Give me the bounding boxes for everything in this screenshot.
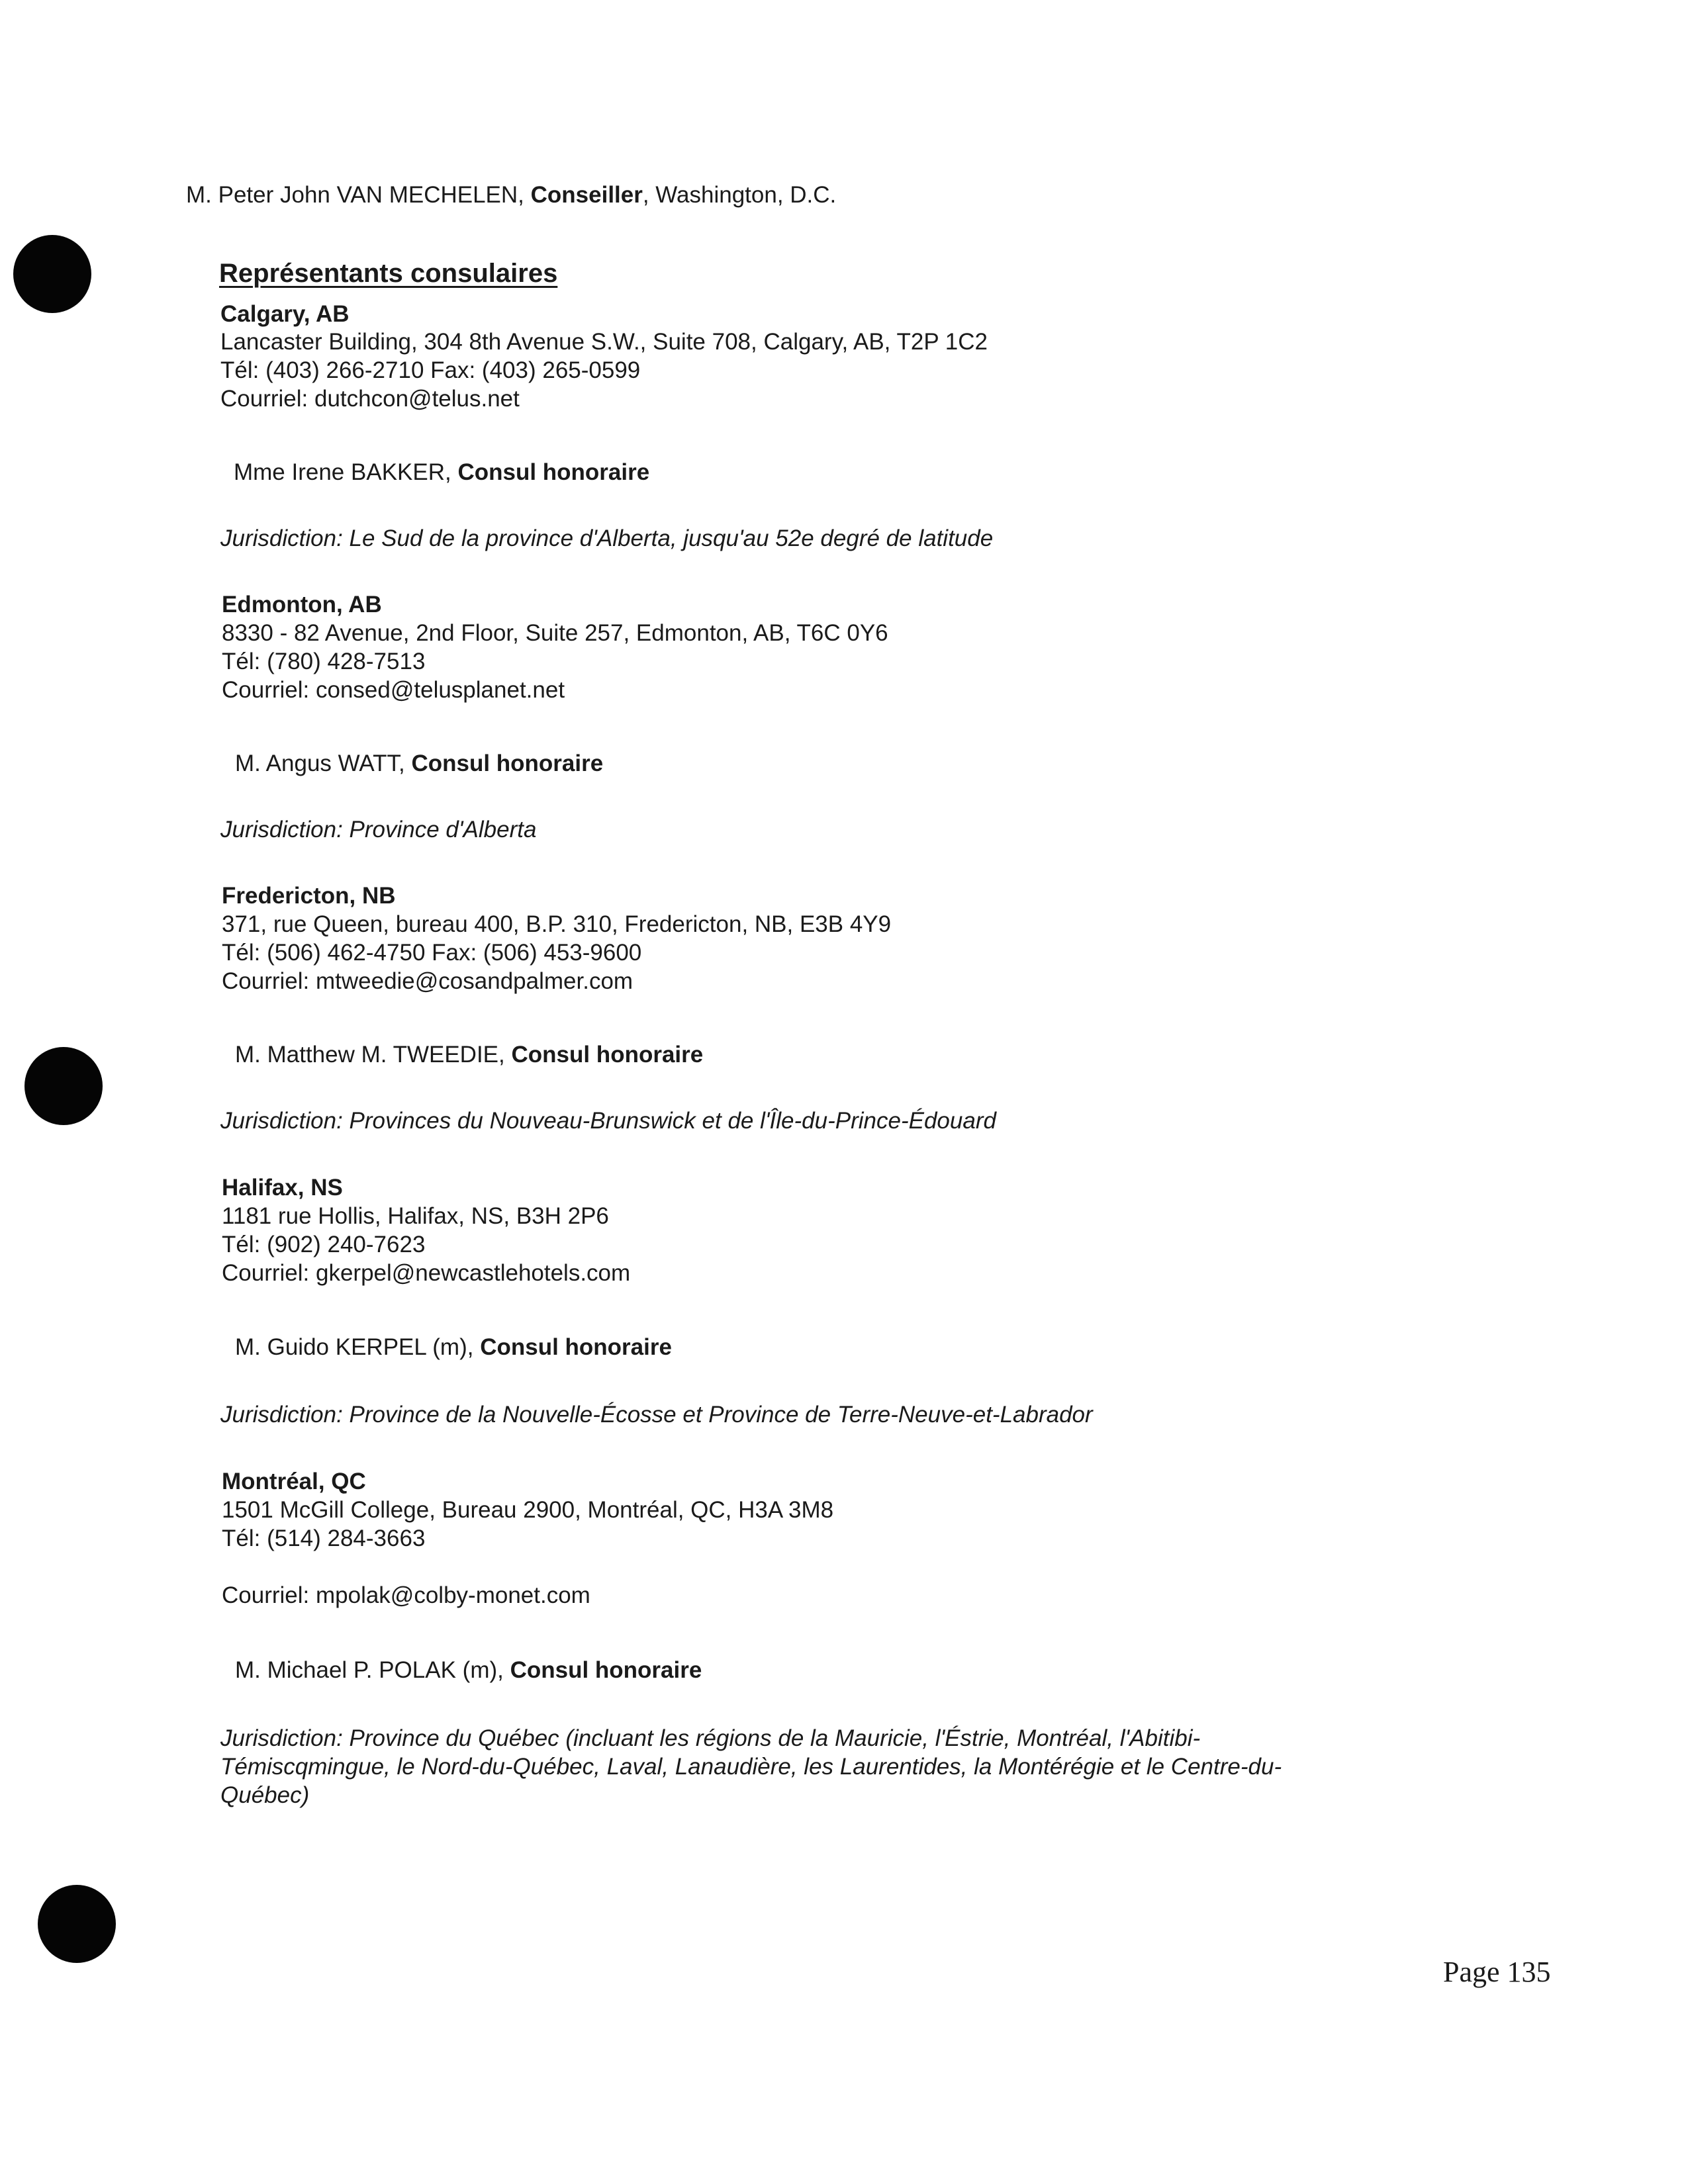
consul-name: M. Matthew M. TWEEDIE, xyxy=(235,1042,512,1068)
consulate-address: 371, rue Queen, bureau 400, B.P. 310, Fredericton, NB, E3B 4Y9 xyxy=(222,911,892,937)
consulate-phone: Tél: (902) 240-7623 xyxy=(222,1232,426,1257)
consul-name: M. Guido KERPEL (m), xyxy=(235,1334,481,1360)
punch-hole-top xyxy=(13,235,91,313)
jurisdiction-text: Jurisdiction: Province de la Nouvelle-Écosse et Province de Terre-Neuve-et-Labrador xyxy=(220,1402,1093,1428)
consul-name: M. Angus WATT, xyxy=(235,751,412,776)
section-heading: Représentants consulaires xyxy=(219,259,558,288)
consul-title: Consul honoraire xyxy=(457,459,650,485)
consulate-address: 8330 - 82 Avenue, 2nd Floor, Suite 257, Edmonton, AB, T6C 0Y6 xyxy=(222,620,888,646)
consulate-city: Edmonton, AB xyxy=(222,592,382,617)
jurisdiction-text: Jurisdiction: Province d'Alberta xyxy=(220,817,537,842)
consulate-email: Courriel: mpolak@colby-monet.com xyxy=(222,1582,590,1608)
punch-hole-middle xyxy=(24,1047,103,1125)
consul-line xyxy=(234,459,649,486)
consul-line xyxy=(235,750,603,778)
consulate-city: Fredericton, NB xyxy=(222,883,396,909)
consulate-phone: Tél: (506) 462-4750 Fax: (506) 453-9600 xyxy=(222,940,642,966)
consulate-phone: Tél: (780) 428-7513 xyxy=(222,649,426,674)
consulate-phone: Tél: (514) 284-3663 xyxy=(222,1525,426,1551)
consulate-email: Courriel: gkerpel@newcastlehotels.com xyxy=(222,1260,631,1286)
consulate-address: Lancaster Building, 304 8th Avenue S.W., Suite 708, Calgary, AB, T2P 1C2 xyxy=(220,329,988,355)
intro-name: M. Peter John VAN MECHELEN, xyxy=(186,182,531,208)
consul-name: M. Michael P. POLAK (m), xyxy=(235,1657,510,1683)
consulate-city: Halifax, NS xyxy=(222,1175,343,1201)
intro-line xyxy=(186,181,836,209)
intro-title: Conseiller xyxy=(530,182,643,208)
jurisdiction-text: Jurisdiction: Province du Québec (incluant les régions de la Mauricie, l'Éstrie, Montréal, l'Abitibi-Témiscqmingue, le Nord-du-Québec, Laval, Lanaudière, les Laurentides, la Montérégie et le Centre-du-Québec) xyxy=(220,1725,1282,1808)
consulate-address: 1501 McGill College, Bureau 2900, Montréal, QC, H3A 3M8 xyxy=(222,1497,834,1523)
consulate-email: Courriel: mtweedie@cosandpalmer.com xyxy=(222,968,633,994)
punch-hole-bottom xyxy=(38,1885,116,1963)
page-number: Page 135 xyxy=(1443,1956,1551,1988)
consul-title: Consul honoraire xyxy=(510,1657,702,1683)
consulate-phone: Tél: (403) 266-2710 Fax: (403) 265-0599 xyxy=(220,357,641,383)
consulate-city: Montréal, QC xyxy=(222,1469,366,1494)
consulate-email: Courriel: dutchcon@telus.net xyxy=(220,386,520,412)
consul-name: Mme Irene BAKKER, xyxy=(234,459,458,485)
consul-title: Consul honoraire xyxy=(480,1334,672,1360)
consulate-address: 1181 rue Hollis, Halifax, NS, B3H 2P6 xyxy=(222,1203,609,1229)
jurisdiction-text: Jurisdiction: Le Sud de la province d'Alberta, jusqu'au 52e degré de latitude xyxy=(220,525,994,551)
jurisdiction-text: Jurisdiction: Provinces du Nouveau-Brunswick et de l'Île-du-Prince-Édouard xyxy=(220,1108,996,1134)
consulate-email: Courriel: consed@telusplanet.net xyxy=(222,677,565,703)
consul-line xyxy=(235,1334,672,1361)
consulate-city: Calgary, AB xyxy=(220,301,350,327)
consul-line xyxy=(235,1657,702,1684)
consul-line xyxy=(235,1041,703,1069)
intro-location: , Washington, D.C. xyxy=(642,182,837,208)
consul-title: Consul honoraire xyxy=(411,751,604,776)
consul-title: Consul honoraire xyxy=(511,1042,704,1068)
